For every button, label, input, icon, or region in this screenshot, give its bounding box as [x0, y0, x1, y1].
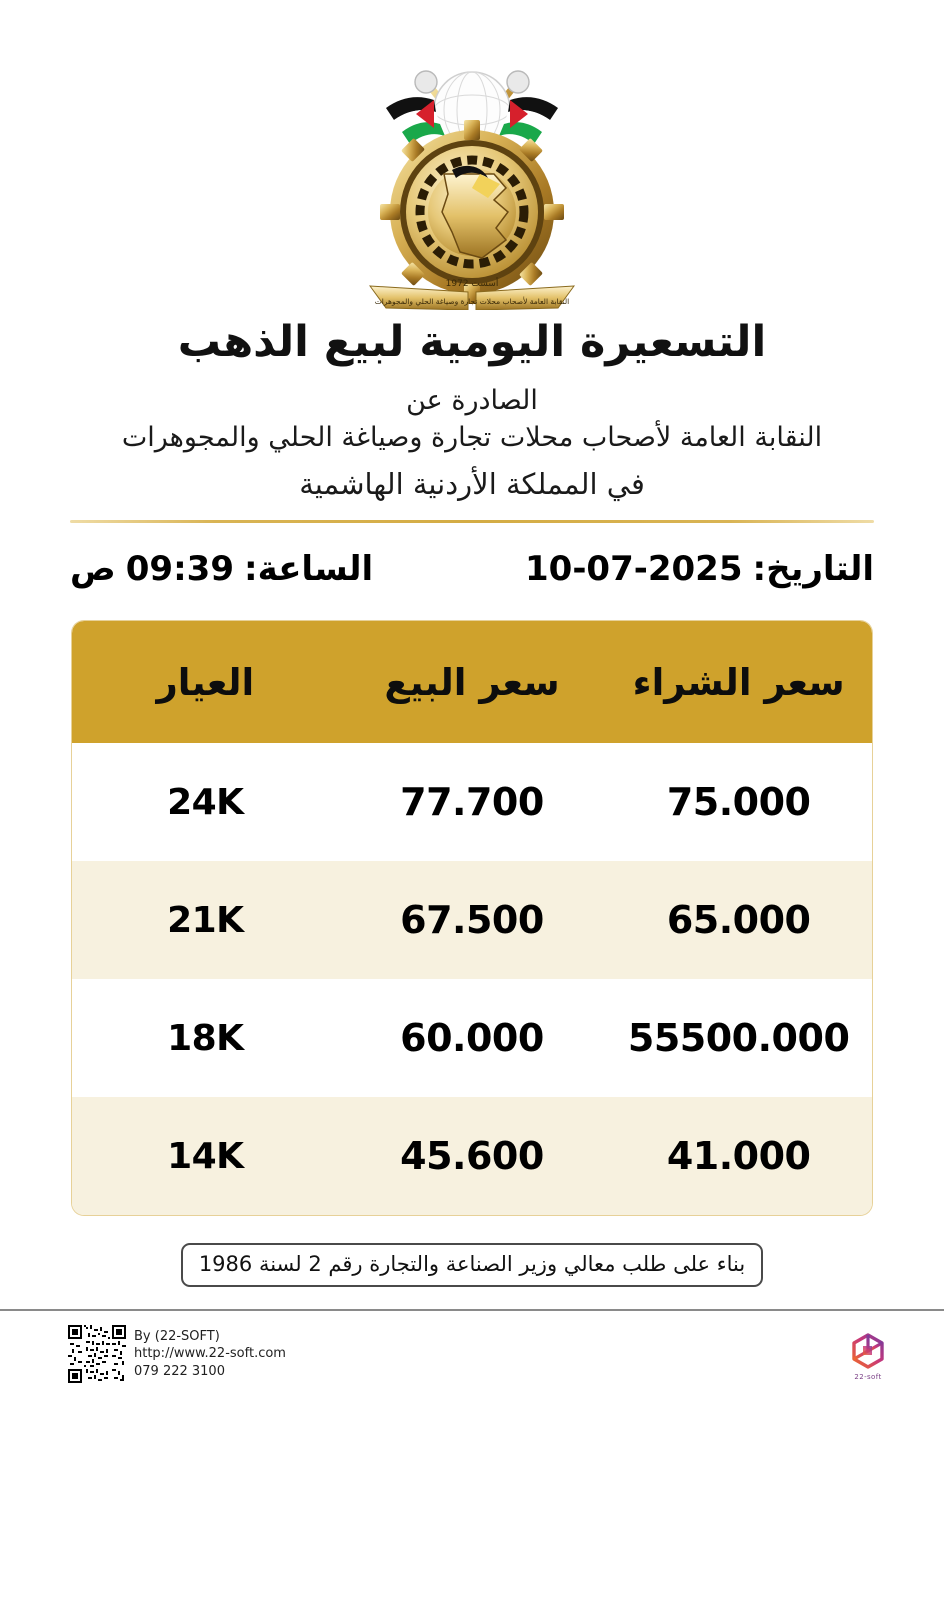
date-time-bar	[70, 549, 874, 589]
cell-sell-price: 77.700	[400, 780, 544, 825]
time-meridiem: ص	[70, 549, 116, 590]
cell-karat: 18K	[167, 1017, 244, 1059]
date-value: 10-07-2025	[525, 549, 743, 590]
gold-divider	[70, 520, 874, 523]
cell-buy-price: 41.000	[666, 1134, 811, 1179]
vendor-brand-block	[68, 1325, 286, 1383]
vendor-name: By (22-SOFT)	[134, 1329, 220, 1345]
emblem-container	[0, 0, 944, 310]
table-row	[72, 861, 872, 979]
page-title: التسعيرة اليومية لبيع الذهب	[177, 317, 767, 367]
table-row	[72, 979, 872, 1097]
cell-karat: 21K	[167, 899, 244, 941]
qr-code-icon	[68, 1325, 126, 1383]
emblem-banner-text: النقابة العامة لأصحاب محلات تجارة وصياغة الحلي والمجوهرات	[374, 297, 570, 306]
time-group	[70, 549, 373, 589]
cube-logo-icon	[848, 1331, 888, 1371]
cell-sell-price: 60.000	[400, 1016, 544, 1061]
emblem-founded-year: أسست 1972	[445, 279, 499, 289]
subtitle-block	[0, 382, 944, 505]
legal-note-container	[0, 1243, 944, 1287]
table-header-row	[72, 621, 872, 743]
cell-buy-price: 75.000	[666, 780, 811, 825]
gold-price-table	[72, 621, 872, 1215]
cell-sell-price: 45.600	[400, 1134, 544, 1179]
date-label: التاريخ:	[752, 549, 874, 590]
vendor-logo-block	[848, 1325, 888, 1381]
cell-karat: 14K	[167, 1135, 244, 1177]
jordan-jewellers-syndicate-emblem-icon	[356, 62, 588, 310]
country-line: في المملكة الأردنية الهاشمية	[299, 467, 645, 502]
vendor-logo-caption: 22-soft	[854, 1373, 882, 1382]
vendor-url[interactable]: http://www.22-soft.com	[134, 1346, 286, 1362]
vendor-contact-text	[134, 1325, 286, 1379]
footer	[0, 1311, 944, 1383]
cell-karat: 24K	[167, 781, 244, 823]
header-buy-price: سعر الشراء	[632, 660, 845, 704]
cell-buy-price: 55500.000	[627, 1016, 850, 1061]
table-row	[72, 1097, 872, 1215]
cell-buy-price: 65.000	[666, 898, 811, 943]
time-label: الساعة:	[243, 549, 374, 590]
table-row	[72, 743, 872, 861]
issued-by-label: الصادرة عن	[406, 384, 538, 416]
vendor-phone: 079 222 3100	[134, 1363, 225, 1379]
date-group	[525, 549, 874, 589]
header-karat: العيار	[156, 660, 255, 704]
header-sell-price: سعر البيع	[384, 660, 560, 704]
issuing-authority: النقابة العامة لأصحاب محلات تجارة وصياغة الحلي والمجوهرات	[121, 422, 823, 453]
legal-note: بناء على طلب معالي وزير الصناعة والتجارة رقم 2 لسنة 1986	[181, 1243, 763, 1287]
time-value: 09:39	[125, 549, 234, 590]
cell-sell-price: 67.500	[400, 898, 544, 943]
